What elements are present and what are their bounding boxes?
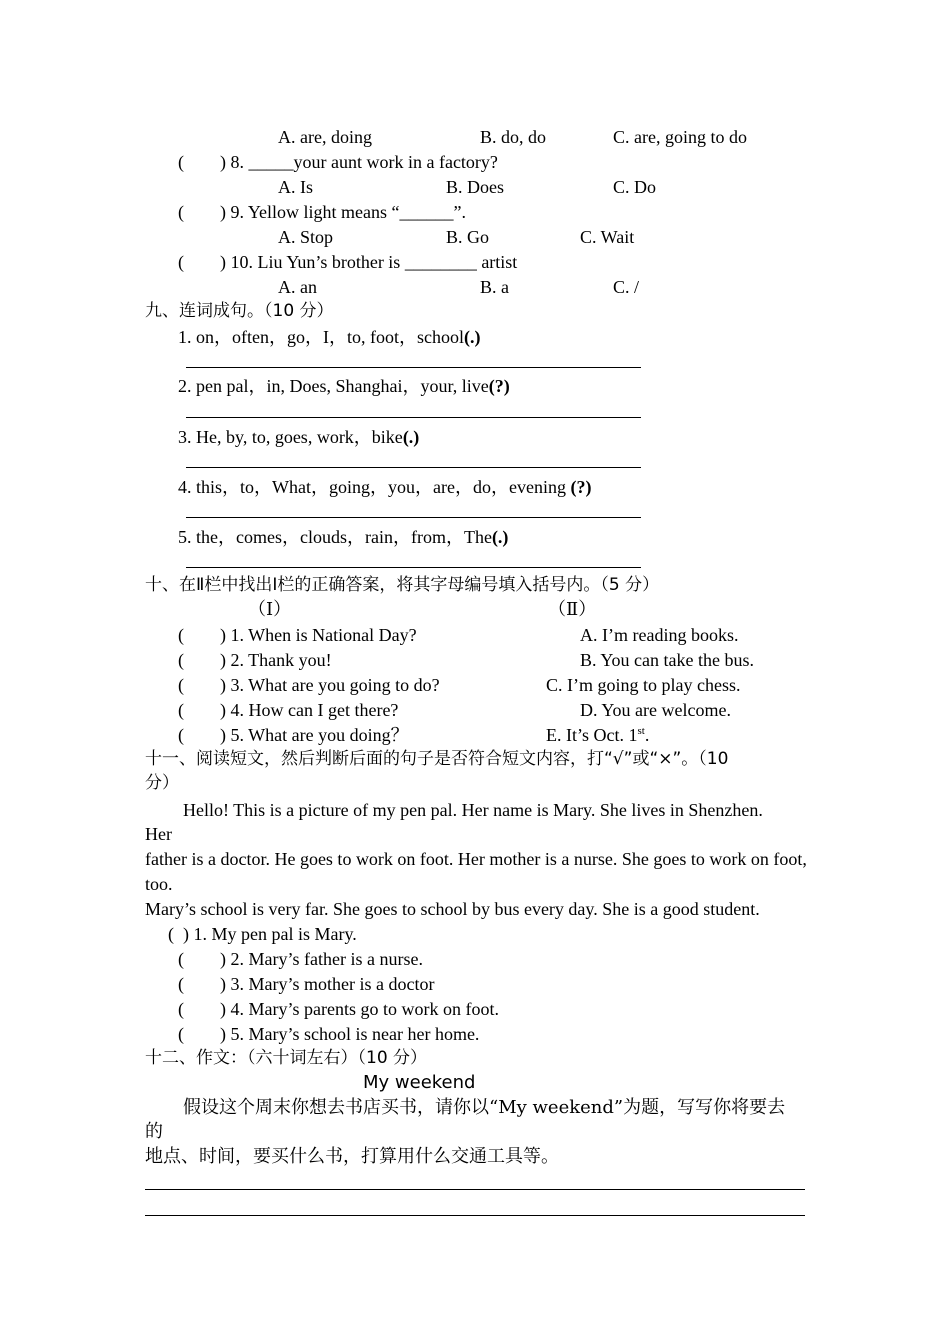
match-answer-e <box>546 723 649 747</box>
section11-title: 十一、阅读短文，然后判断后面的句子是否符合短文内容，打“√”或“×”。（10 <box>145 749 729 769</box>
answer-bracket: ( <box>178 650 184 670</box>
q9-option-c: C. Wait <box>580 227 635 247</box>
reorder-item-1 <box>178 325 480 349</box>
section9-title: 九、连词成句。（10 分） <box>145 301 334 321</box>
q10-option-b: B. a <box>480 277 509 297</box>
judge-statement-1: ( ) 1. My pen pal is Mary. <box>168 924 357 944</box>
judge-statement-3: ) 3. Mary’s mother is a doctor <box>220 974 435 994</box>
match-answer-c: C. I’m going to play chess. <box>546 675 741 695</box>
answer-line <box>186 367 641 368</box>
q9-option-a: A. Stop <box>278 227 334 247</box>
match-question-3: ) 3. What are you going to do? <box>220 675 440 695</box>
q7-option-a: A. are, doing <box>278 127 372 147</box>
column-2-header: （Ⅱ） <box>548 599 597 619</box>
column-1-header: （Ⅰ） <box>248 599 292 619</box>
reorder-item-5 <box>178 525 508 549</box>
answer-bracket: ( <box>178 974 184 994</box>
q8-stem: ) 8. _____your aunt work in a factory? <box>220 152 498 172</box>
match-answer-a: A. I’m reading books. <box>580 625 739 645</box>
answer-line <box>186 417 641 418</box>
answer-bracket: ( <box>178 1024 184 1044</box>
judge-statement-2: ) 2. Mary’s father is a nurse. <box>220 949 423 969</box>
essay-title: My weekend <box>363 1072 476 1093</box>
reorder-words: 5. the，comes，clouds，rain，from，The <box>178 527 492 547</box>
reorder-punctuation: (.) <box>491 527 509 547</box>
essay-prompt-line: 的 <box>145 1121 163 1142</box>
answer-line <box>186 467 641 468</box>
q9-option-b: B. Go <box>446 227 490 247</box>
essay-writing-line <box>145 1215 805 1216</box>
match-answer-e-tail: . <box>644 725 650 745</box>
reorder-punctuation: (.) <box>402 427 420 447</box>
q10-option-a: A. an <box>278 277 317 297</box>
reorder-words: 4. this，to，What，going，you，are，do，evening <box>178 477 571 497</box>
answer-line <box>186 517 641 518</box>
section10-title: 十、在Ⅱ栏中找出Ⅰ栏的正确答案，将其字母编号填入括号内。（5 分） <box>145 575 660 595</box>
answer-bracket: ( <box>178 949 184 969</box>
answer-bracket: ( <box>178 202 184 222</box>
ordinal-suffix: st <box>637 725 645 737</box>
reorder-punctuation: (?) <box>488 376 510 396</box>
judge-statement-4: ) 4. Mary’s parents go to work on foot. <box>220 999 499 1019</box>
reorder-punctuation: (.) <box>463 327 481 347</box>
answer-bracket: ( <box>178 700 184 720</box>
passage-line: father is a doctor. He goes to work on foot. Her mother is a nurse. She goes to work on foot, <box>145 849 807 869</box>
answer-bracket: ( <box>178 625 184 645</box>
match-question-1: ) 1. When is National Day? <box>220 625 417 645</box>
q9-stem: ) 9. Yellow light means “______”. <box>220 202 466 222</box>
reorder-words: 1. on，often，go，I，to, foot，school <box>178 327 464 347</box>
passage-line: too. <box>145 874 173 894</box>
match-answer-d: D. You are welcome. <box>580 700 731 720</box>
q10-option-c: C. / <box>613 277 640 297</box>
q8-option-a: A. Is <box>278 177 313 197</box>
match-answer-b: B. You can take the bus. <box>580 650 754 670</box>
match-question-2: ) 2. Thank you! <box>220 650 332 670</box>
essay-prompt-line: 地点、时间，要买什么书，打算用什么交通工具等。 <box>145 1146 559 1167</box>
answer-bracket: ( <box>178 725 184 745</box>
answer-line <box>186 567 641 568</box>
answer-bracket: ( <box>178 675 184 695</box>
reorder-punctuation: (?) <box>570 477 592 497</box>
match-answer-e-text: E. It’s Oct. 1 <box>546 725 638 745</box>
answer-bracket: ( <box>178 252 184 272</box>
passage-line: Her <box>145 824 172 844</box>
match-question-4: ) 4. How can I get there? <box>220 700 399 720</box>
reorder-words: 2. pen pal，in, Does, Shanghai，your, live <box>178 376 489 396</box>
q8-option-c: C. Do <box>613 177 657 197</box>
reorder-item-4 <box>178 475 591 499</box>
q7-option-c: C. are, going to do <box>613 127 747 147</box>
essay-writing-line <box>145 1189 805 1190</box>
match-question-5: ) 5. What are you doing？ <box>220 725 409 745</box>
essay-prompt-line: 假设这个周末你想去书店买书，请你以“My weekend”为题，写写你将要去 <box>183 1097 786 1118</box>
answer-bracket: ( <box>178 999 184 1019</box>
reorder-item-2 <box>178 374 510 398</box>
reorder-words: 3. He, by, to, goes, work，bike <box>178 427 403 447</box>
section12-title: 十二、作文：（六十词左右）（10 分） <box>145 1048 428 1068</box>
passage-line: Mary’s school is very far. She goes to school by bus every day. She is a good student. <box>145 899 760 919</box>
passage-line: Hello! This is a picture of my pen pal. Her name is Mary. She lives in Shenzhen. <box>183 800 763 820</box>
reorder-item-3 <box>178 425 419 449</box>
q10-stem: ) 10. Liu Yun’s brother is ________ artist <box>220 252 518 272</box>
q8-option-b: B. Does <box>446 177 504 197</box>
answer-bracket: ( <box>178 152 184 172</box>
section11-title-continued: 分） <box>145 773 179 793</box>
judge-statement-5: ) 5. Mary’s school is near her home. <box>220 1024 480 1044</box>
q7-option-b: B. do, do <box>480 127 547 147</box>
